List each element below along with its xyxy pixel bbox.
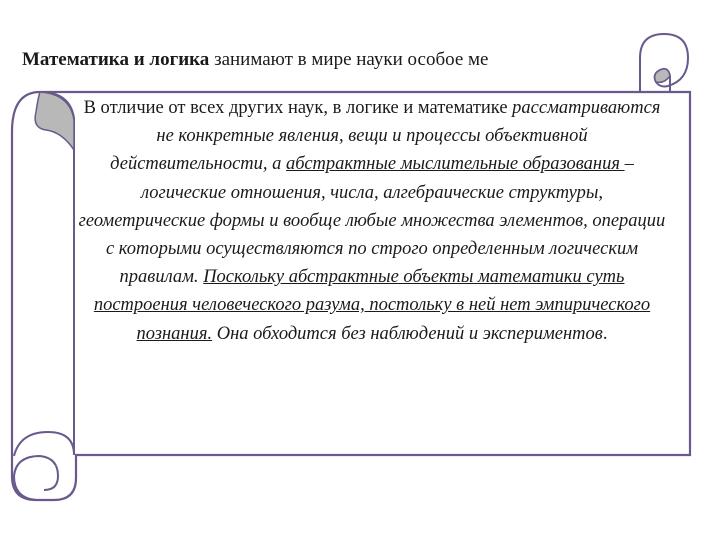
scroll-paragraph-2: – логические отношения, числа, алгебраические структуры, геометрические формы и вообще любые множества элементов, операции с которыми осуществляются по строго определенным логическим правилам.: [78, 154, 666, 288]
scroll-underlined-2: Поскольку абстрактные объекты математики суть построения человеческого разума, постольку в ней нет эмпирического познания.: [93, 267, 651, 344]
scroll-text: [76, 94, 668, 348]
scroll-underlined-1: абстрактные мыслительные образования: [286, 154, 625, 175]
scroll-paragraph-1: рассматриваются не конкретные явления, вещи и процессы объективной действительности, а: [110, 98, 661, 175]
scroll-lead: В отличие от всех других наук, в логике и математике: [83, 98, 508, 118]
scroll-end-period: .: [602, 323, 608, 344]
scroll-paragraph-3: Она обходится без наблюдений и экспериментов: [212, 323, 603, 344]
slide-heading: [22, 44, 652, 76]
heading-rest: занимают в мире науки особое ме: [209, 49, 489, 70]
heading-bold-term: Математика и логика: [22, 49, 210, 70]
